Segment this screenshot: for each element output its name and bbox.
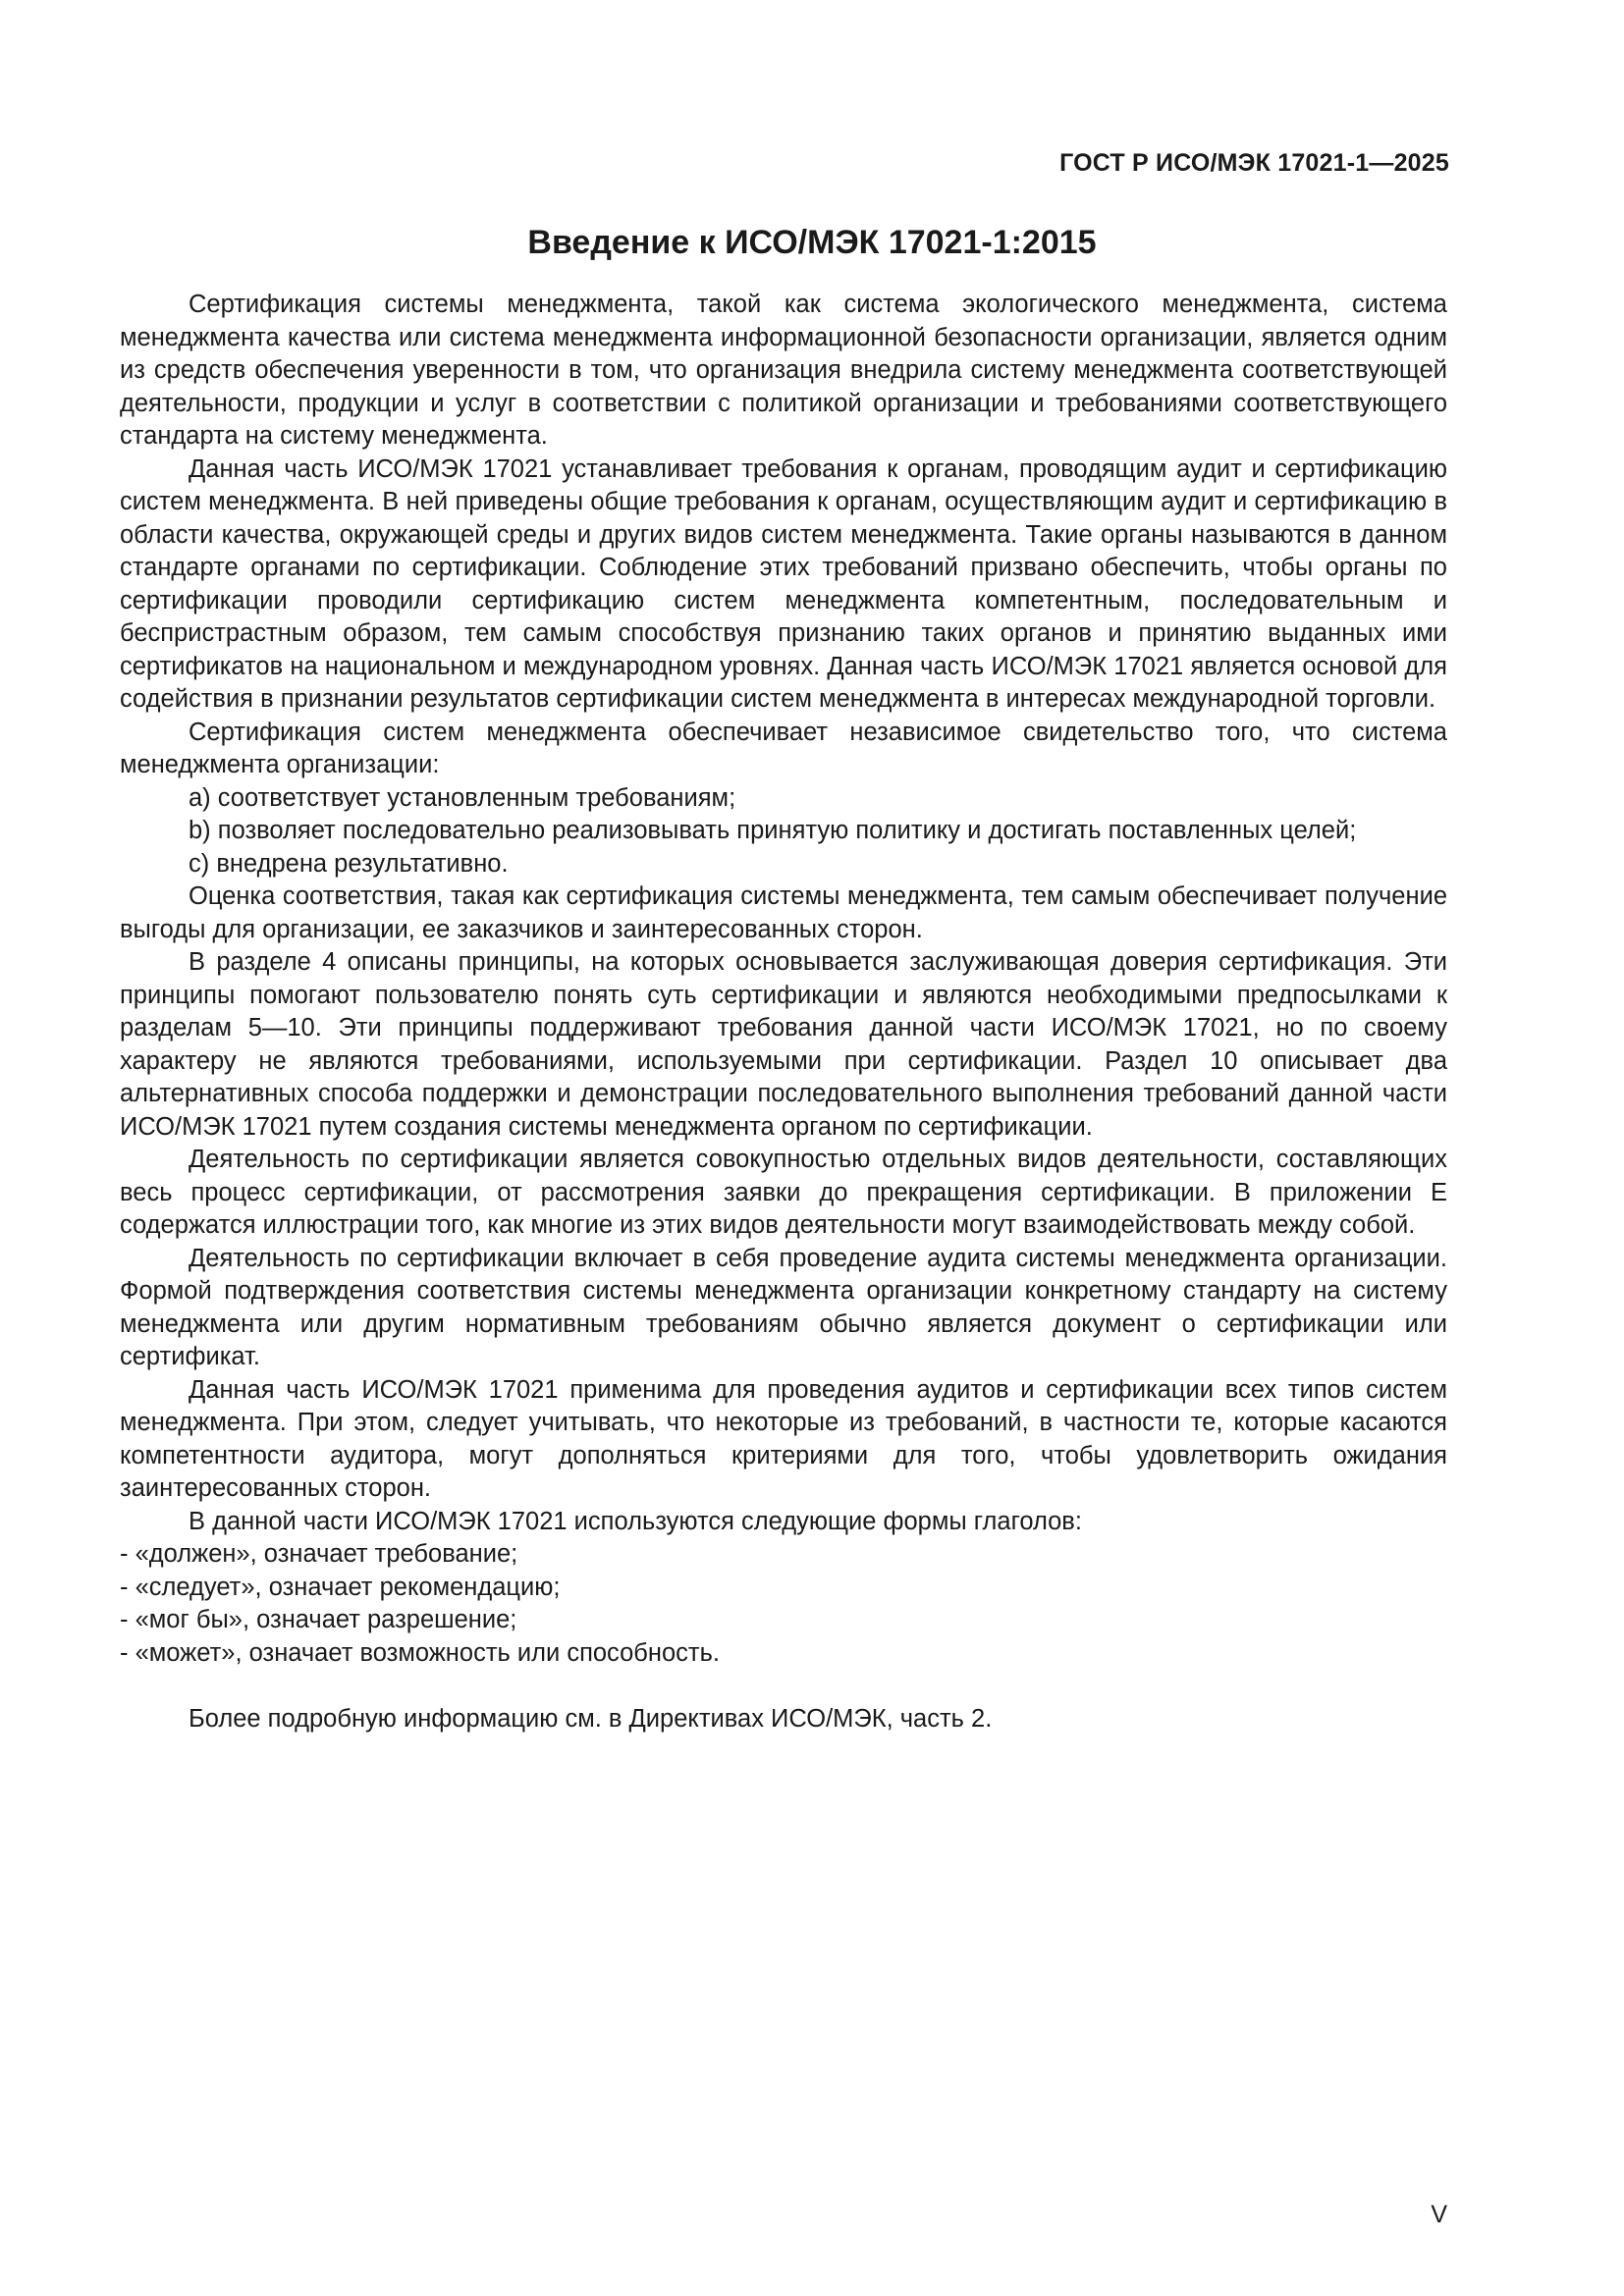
list-item-c: c) внедрена результативно. bbox=[189, 849, 509, 878]
page-title: Введение к ИСО/МЭК 17021-1:2015 bbox=[527, 224, 1097, 261]
verb-form-item: - «может», означает возможность или способность. bbox=[120, 1638, 720, 1667]
paragraph-evidence: Сертификация систем менеджмента обеспечивает независимое свидетельство того, что система менеджмента организации: bbox=[120, 718, 1447, 778]
list-item-b: b) позволяет последовательно реализовывать принятую политику и достигать поставленных целей; bbox=[189, 817, 1357, 844]
document-body bbox=[120, 289, 1447, 1736]
list-item-a: a) соответствует установленным требованиям; bbox=[189, 783, 736, 812]
paragraph-intro: Сертификация системы менеджмента, такой как система экологического менеджмента, система менеджмента качества или система менеджмента информационной безопасности организации, является одним из средств обеспечения уверенности в том, что организация внедрила систему менеджмента соответствующей деятельности, продукции и услуг в соответствии с политикой организации и требованиями соответствующего стандарта на систему менеджмента. bbox=[120, 291, 1447, 450]
verb-form-item: - «должен», означает требование; bbox=[120, 1540, 518, 1568]
page-number: V bbox=[1431, 2201, 1447, 2228]
paragraph-activities: Деятельность по сертификации является совокупностью отдельных видов деятельности, составляющих весь процесс сертификации, от рассмотрения заявки до прекращения сертификации. В приложении Е содержатся иллюстрации того, как многие из этих видов деятельности могут взаимодействовать между собой. bbox=[120, 1146, 1447, 1239]
verb-form-item: - «мог бы», означает разрешение; bbox=[120, 1606, 517, 1633]
paragraph-verb-forms: В данной части ИСО/МЭК 17021 используются следующие формы глаголов: bbox=[189, 1507, 1082, 1535]
paragraph-scope: Данная часть ИСО/МЭК 17021 устанавливает требования к органам, проводящим аудит и сертификацию систем менеджмента. В ней приведены общие требования к органам, осуществляющим аудит и сертификацию в области качества, окружающей среды и других видов систем менеджмента. Такие органы называются в данном стандарте органами по сертификации. Соблюдение этих требований призвано обеспечить, чтобы органы по сертификации проводили сертификацию систем менеджмента компетентным, последовательным и беспристрастным образом, тем самым способствуя признанию таких органов и принятию выданных ими сертификатов на национальном и международном уровнях. Данная часть ИСО/МЭК 17021 является основой для содействия в признании результатов сертификации систем менеджмента в интересах международной торговли. bbox=[120, 454, 1447, 713]
document-header-id: ГОСТ Р ИСО/МЭК 17021-1—2025 bbox=[1059, 149, 1449, 177]
paragraph-assessment: Оценка соответствия, такая как сертификация системы менеджмента, тем самым обеспечивает получение выгоды для организации, ее заказчиков и заинтересованных сторон. bbox=[120, 882, 1447, 943]
paragraph-closing: Более подробную информацию см. в Директивах ИСО/МЭК, часть 2. bbox=[189, 1705, 993, 1733]
paragraph-audit: Деятельность по сертификации включает в себя проведение аудита системы менеджмента организации. Формой подтверждения соответствия системы менеджмента организации конкретному стандарту на систему менеджмента или другим нормативным требованиям обычно является документ о сертификации или сертификат. bbox=[120, 1244, 1447, 1370]
verb-form-item: - «следует», означает рекомендацию; bbox=[120, 1573, 561, 1601]
paragraph-principles: В разделе 4 описаны принципы, на которых основывается заслуживающая доверия сертификация. Эти принципы помогают пользователю понять суть сертификации и являются необходимыми предпосылками к разделам 5—10. Эти принципы поддерживают требования данной части ИСО/МЭК 17021, но по своему характеру не являются требованиями, используемыми при сертификации. Раздел 10 описывает два альтернативных способа поддержки и демонстрации последовательного выполнения требований данной части ИСО/МЭК 17021 путем создания системы менеджмента органом по сертификации. bbox=[120, 948, 1447, 1141]
paragraph-applicability: Данная часть ИСО/МЭК 17021 применима для проведения аудитов и сертификации всех типов систем менеджмента. При этом, следует учитывать, что некоторые из требований, в частности те, которые касаются компетентности аудитора, могут дополняться критериями для того, чтобы удовлетворить ожидания заинтересованных сторон. bbox=[120, 1375, 1447, 1502]
